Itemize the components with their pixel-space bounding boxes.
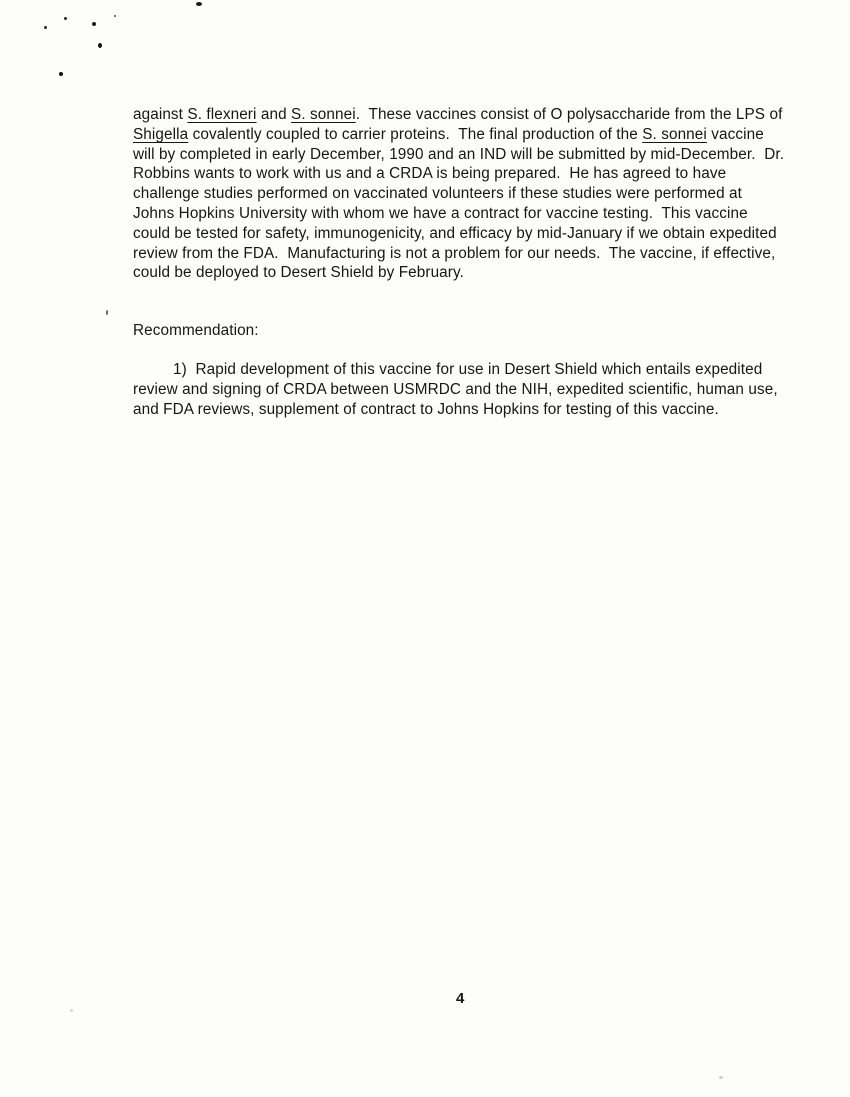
underlined-term: Shigella <box>133 125 189 143</box>
scan-speck <box>114 15 116 17</box>
body-paragraph <box>133 105 789 283</box>
scan-speck <box>98 43 102 48</box>
scan-speck <box>196 2 202 6</box>
scan-speck <box>719 1076 723 1079</box>
underlined-term: S. flexneri <box>187 106 257 123</box>
page-number: 4 <box>456 990 465 1007</box>
body-text: vaccine will by completed in early December, 1990 and an IND will be submitted by mid-December. Dr. Robbins wants to work with us and a CRDA is being prepared. He has agreed to have challenge studies performed on vaccinated volunteers if these studies were performed at Johns Hopkins University with whom we have a contract for vaccine testing. This vaccine could be tested for safety, immunogenicity, and efficacy by mid-January if we obtain expedited review from the FDA. Manufacturing is not a problem for our needs. The vaccine, if effective, could be deployed to Desert Shield by February. <box>133 125 789 282</box>
body-text: . These vaccines consist of O polysaccharide from the LPS of <box>355 106 787 123</box>
scan-speck <box>70 1009 73 1012</box>
body-text: and <box>256 106 292 123</box>
underlined-term: S. sonnei <box>642 125 707 143</box>
scan-speck <box>44 26 47 29</box>
body-text: covalently coupled to carrier proteins. The final production of the <box>188 125 643 143</box>
scan-speck <box>59 72 63 76</box>
scan-speck <box>64 17 67 20</box>
underlined-term: S. sonnei <box>291 106 356 123</box>
body-text: against <box>133 106 188 123</box>
scan-speck <box>106 310 108 315</box>
recommendation-heading: Recommendation: <box>133 322 259 339</box>
recommendation-item: 1) Rapid development of this vaccine for use in Desert Shield which entails expedited review and signing of CRDA between USMRDC and the NIH, expedited scientific, human use, and FDA reviews, supplement of contract to Johns Hopkins for testing of this vaccine. <box>133 361 783 418</box>
scan-speck <box>92 22 96 26</box>
